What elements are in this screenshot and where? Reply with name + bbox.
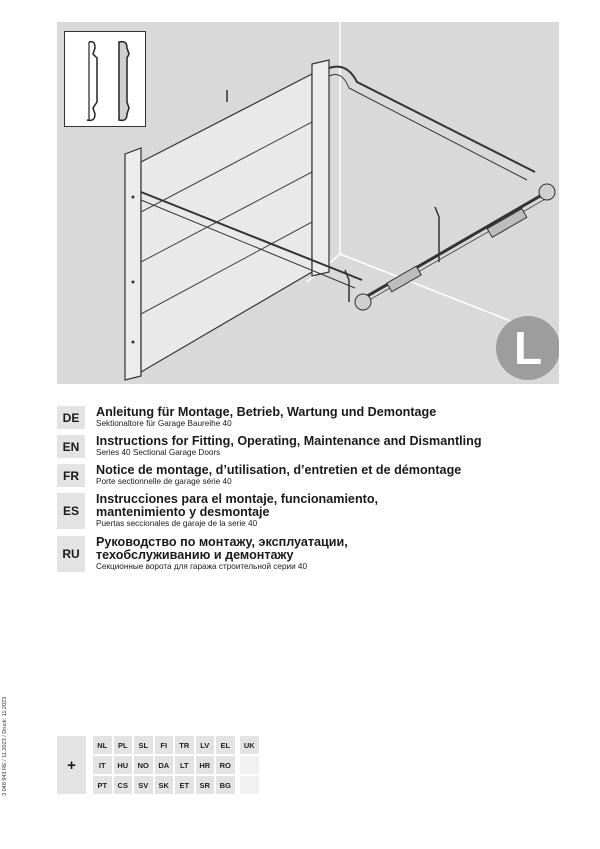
hero-illustration <box>57 22 559 384</box>
lang-cell: UK <box>240 736 259 754</box>
lang-row-en <box>57 435 482 458</box>
lang-title-line2: mantenimiento y desmontaje <box>96 505 270 519</box>
lang-cell: SV <box>134 776 153 794</box>
lang-subtitle: Секционные ворота для гаража строительной серии 40 <box>96 562 308 571</box>
series-badge: L <box>496 316 559 380</box>
empty-cell <box>240 756 259 774</box>
lang-cell: NL <box>93 736 112 754</box>
lang-cell: CS <box>114 776 133 794</box>
additional-languages-grid-col8-empty <box>240 756 382 774</box>
additional-languages-plus: + <box>57 736 86 794</box>
lang-title: Руководство по монтажу, эксплуатации, <box>96 535 348 549</box>
lang-code: RU <box>57 536 85 572</box>
additional-languages-grid-col8 <box>240 736 382 754</box>
lang-cell: SK <box>155 776 174 794</box>
lang-title: Notice de montage, d’utilisation, d’entretien et de démontage <box>96 463 462 477</box>
lang-cell: TR <box>175 736 194 754</box>
lang-cell: SL <box>134 736 153 754</box>
additional-languages-grid-col8-empty2 <box>240 776 382 794</box>
empty-cell <box>240 776 259 794</box>
lang-cell: IT <box>93 756 112 774</box>
lang-cell: PT <box>93 776 112 794</box>
lang-cell: DA <box>155 756 174 774</box>
lang-cell: EL <box>216 736 235 754</box>
lang-cell: LT <box>175 756 194 774</box>
lang-cell: FI <box>155 736 174 754</box>
lang-subtitle: Series 40 Sectional Garage Doors <box>96 448 221 457</box>
lang-title: Instrucciones para el montaje, funcionamiento, <box>96 492 379 506</box>
lang-cell: RO <box>216 756 235 774</box>
lang-title: Instructions for Fitting, Operating, Maintenance and Dismantling <box>96 434 482 448</box>
lang-row-es <box>57 493 378 529</box>
lang-cell: SR <box>196 776 215 794</box>
lang-row-de <box>57 406 436 429</box>
lang-subtitle: Porte sectionnelle de garage série 40 <box>96 477 232 486</box>
panel-profile-drawing <box>65 32 145 126</box>
lang-cell: BG <box>216 776 235 794</box>
lang-code: ES <box>57 493 85 529</box>
lang-cell: HR <box>196 756 215 774</box>
lang-code: FR <box>57 464 85 487</box>
lang-code: EN <box>57 435 85 458</box>
lang-subtitle: Puertas seccionales de garaje de la serie 40 <box>96 519 258 528</box>
lang-subtitle: Sektionaltore für Garage Baureihe 40 <box>96 419 232 428</box>
lang-cell: LV <box>196 736 215 754</box>
lang-row-fr <box>57 464 461 487</box>
additional-languages-grid <box>93 736 235 794</box>
lang-cell: HU <box>114 756 133 774</box>
lang-code: DE <box>57 406 85 429</box>
lang-row-ru <box>57 536 348 572</box>
lang-cell: PL <box>114 736 133 754</box>
profile-inset <box>64 31 146 127</box>
lang-title-line2: техобслуживанию и демонтажу <box>96 548 294 562</box>
lang-title: Anleitung für Montage, Betrieb, Wartung und Demontage <box>96 405 437 419</box>
lang-cell: NO <box>134 756 153 774</box>
document-code: 3 048 943 RE / 11.2023 / Druck: 11.2023 <box>2 696 8 796</box>
lang-cell: ET <box>175 776 194 794</box>
